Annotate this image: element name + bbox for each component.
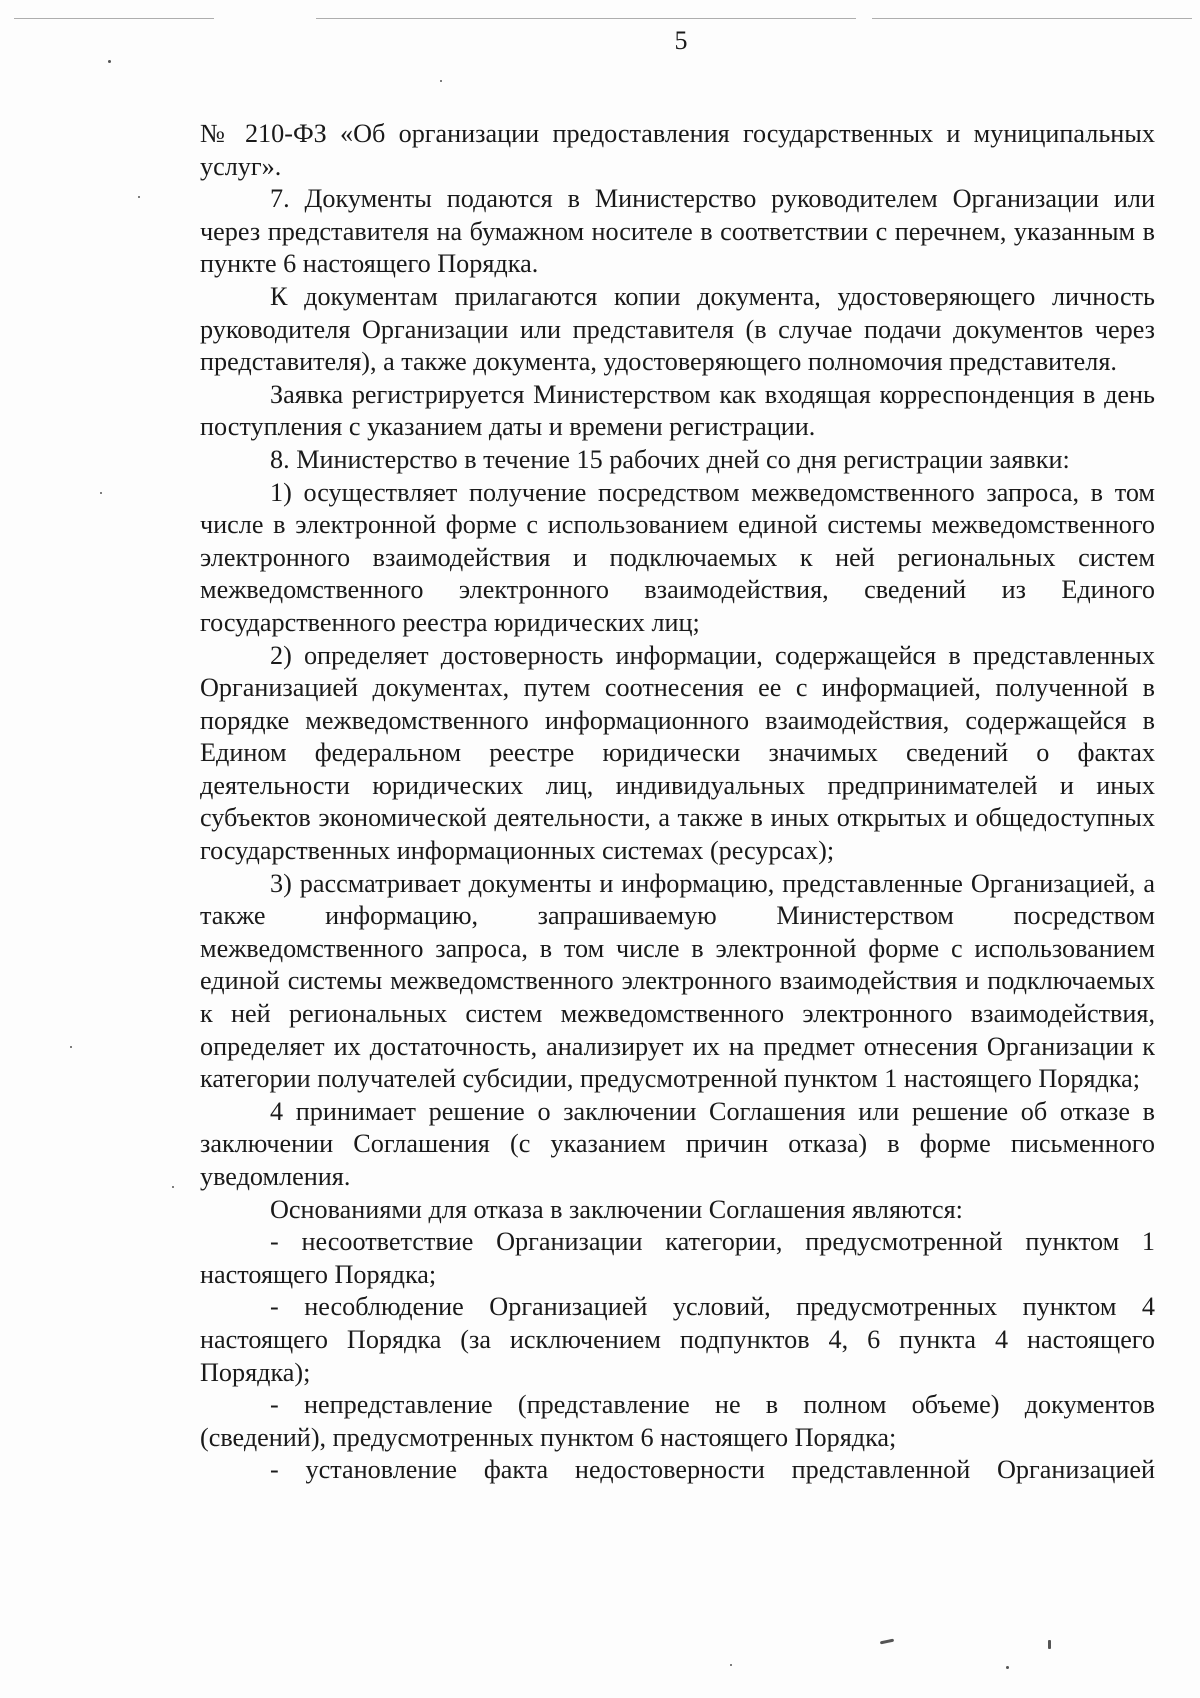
scan-speck <box>100 492 102 494</box>
paragraph-attached-documents: К документам прилагаются копии документа, удостоверяющего личность руководителя Организации или представителя (в случае подачи документов через представителя), а также документа, удостоверяющего полномочия представителя. <box>200 281 1155 377</box>
paragraph-subitem-2: 2) определяет достоверность информации, содержащейся в представленных Организацией документах, путем соотнесения ее с информацией, полученной в порядке межведомственного информационного взаимодействия, содержащейся в Едином федеральном реестре юридически значимых сведений о фактах деятельности юридических лиц, индивидуальных предпринимателей и иных субъектов экономической деятельности, а также в иных открытых и общедоступных государственных информационных системах (ресурсах); <box>200 640 1155 866</box>
scan-edge-line <box>872 18 1192 19</box>
paragraph-subitem-3: 3) рассматривает документы и информацию, представленные Организацией, а также информацию, запрашиваемую Министерством посредством межведомственного запроса, в том числе в электронной форме с использованием единой системы межведомственного электронного взаимодействия и подключаемых к ней региональных систем межведомственного электронного взаимодействия, определяет их достаточность, анализирует их на предмет отнесения Организации к категории получателей субсидии, предусмотренной пунктом 1 настоящего Порядка; <box>200 868 1155 1094</box>
list-item-refusal-ground: - непредставление (представление не в полном объеме) документов (сведений), предусмотренных пунктом 6 настоящего Порядка; <box>200 1390 1155 1452</box>
paragraph-refusal-grounds-intro: Основаниями для отказа в заключении Соглашения являются: <box>270 1194 963 1224</box>
scan-speck <box>138 196 140 198</box>
paragraph-application-registration: Заявка регистрируется Министерством как входящая корреспонденция в день поступления с указанием даты и времени регистрации. <box>200 379 1155 442</box>
paragraph-subitem-4: 4 принимает решение о заключении Соглашения или решение об отказе в заключении Соглашения (с указанием причин отказа) в форме письменного уведомления. <box>200 1096 1155 1191</box>
scan-speck <box>172 1186 174 1188</box>
page-number: 5 <box>674 26 688 55</box>
scan-speck <box>108 60 111 63</box>
list-item-refusal-ground: - несоответствие Организации категории, предусмотренной пунктом 1 настоящего Порядка; <box>200 1227 1155 1289</box>
scan-edge-line <box>316 18 856 19</box>
scan-speck <box>440 80 442 82</box>
paragraph-item-8: 8. Министерство в течение 15 рабочих дней со дня регистрации заявки: <box>270 444 1070 474</box>
list-item-refusal-ground: - установление факта недостоверности представленной Организацией <box>270 1455 1155 1485</box>
list-item-refusal-ground: - несоблюдение Организацией условий, предусмотренных пунктом 4 настоящего Порядка (за исключением подпунктов 4, 6 пункта 4 настоящего Порядка); <box>200 1292 1155 1387</box>
scan-edge-line <box>14 18 214 19</box>
paragraph-law-reference-continued: № 210-ФЗ «Об организации предоставления государственных и муниципальных услуг». <box>200 119 1155 181</box>
document-body <box>200 118 1155 1487</box>
paragraph-subitem-1: 1) осуществляет получение посредством межведомственного запроса, в том числе в электронной форме с использованием единой системы межведомственного электронного взаимодействия и подключаемых к ней региональных систем межведомственного электронного взаимодействия, сведений из Единого государственного реестра юридических лиц; <box>200 477 1155 637</box>
scan-speck <box>880 1639 894 1645</box>
scan-speck <box>1006 1666 1009 1669</box>
scan-speck <box>730 1664 732 1666</box>
paragraph-item-7: 7. Документы подаются в Министерство руководителем Организации или через представителя на бумажном носителе в соответствии с перечнем, указанным в пункте 6 настоящего Порядка. <box>200 184 1155 279</box>
scan-speck <box>70 1046 72 1048</box>
scan-speck <box>1048 1640 1051 1649</box>
